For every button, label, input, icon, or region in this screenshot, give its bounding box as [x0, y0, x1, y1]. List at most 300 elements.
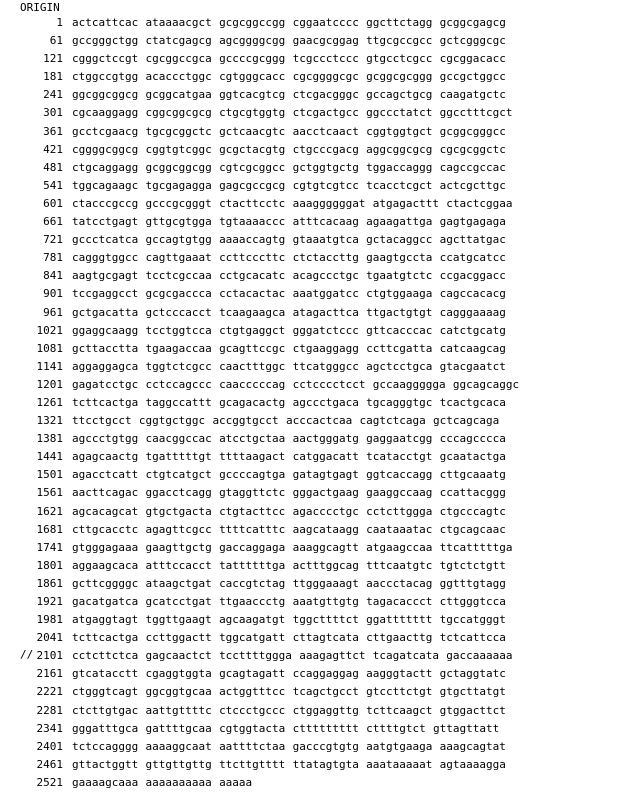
sequence-chunk: gcggcgcggg [366, 70, 433, 84]
sequence-chunk: ttgaaccctg [219, 595, 286, 608]
sequence-chunk: ctgggtcagt [72, 685, 139, 699]
sequence-row [20, 683, 630, 701]
sequence-chunk: ttcatttttga [439, 540, 513, 554]
position-number: 1861 [36, 576, 63, 590]
sequence-chunk: gcggcgggcc [439, 124, 506, 138]
sequence-row [20, 575, 630, 593]
sequence-chunk: gttgttgttg [145, 757, 212, 771]
sequence-chunk: actggtttcc [219, 685, 286, 699]
sequence-chunk: gccctcatca [72, 233, 139, 247]
sequence-row [20, 557, 630, 575]
sequence-chunk: agccctgaca [292, 395, 359, 409]
sequence-row [20, 702, 630, 720]
sequence-chunk: cagccgccac [439, 160, 506, 174]
sequence-chunk: aagggtactt [366, 667, 433, 681]
sequence-chunk: agacctcatt [72, 468, 139, 482]
sequence-chunk: gtaggttctc [219, 486, 286, 500]
sequence-chunk: tgccatgggt [439, 613, 506, 627]
sequence-chunk: gcatcctgat [145, 595, 212, 608]
sequence-chunk: gcagtagatt [219, 667, 286, 681]
position-number: 1561 [36, 486, 63, 500]
sequence-chunk: ttgcgccgcc [366, 34, 433, 48]
sequence-chunk: gcggcatgaa [145, 88, 212, 102]
sequence-chunk: ccttcccttc [219, 251, 286, 265]
sequence-chunk: cctcttctca [72, 649, 139, 663]
position-number: 1621 [36, 504, 63, 518]
sequence-chunk: gccccgcggg [219, 52, 286, 66]
sequence-chunk: gctcccacct [145, 305, 212, 319]
sequence-chunk: tgaatgtctc [366, 269, 433, 283]
sequence-chunk: caccgtctag [219, 576, 286, 590]
sequence-chunk: ccattacggg [439, 486, 506, 500]
sequence-chunk: ccaggaggag [292, 667, 359, 681]
sequence-row [20, 484, 630, 502]
position-number: 841 [43, 269, 63, 283]
sequence-chunk: tggtctcgcc [145, 359, 212, 373]
position-number: 2461 [36, 757, 63, 771]
sequence-chunk: gccgggctgg [72, 34, 139, 48]
sequence-chunk: ctggccgtgg [72, 70, 139, 84]
sequence-chunk: gaagtgccta [366, 251, 433, 265]
sequence-chunk: aattttctaa [219, 739, 286, 753]
sequence-chunk: aacttcagac [72, 486, 139, 500]
sequence-row [20, 756, 630, 774]
position-number: 1681 [36, 522, 63, 536]
sequence-chunk: ctgtgaggct [219, 323, 286, 337]
origin-header: ORIGIN [20, 1, 60, 14]
sequence-chunk: ggcggcggcg [72, 88, 139, 102]
sequence-chunk: gctaggtatc [439, 667, 506, 681]
position-number: 61 [49, 34, 63, 48]
sequence-chunk: cctccagccc [145, 377, 212, 391]
sequence-row [20, 376, 630, 394]
sequence-chunk: ccttggactt [145, 631, 212, 645]
sequence-row [20, 231, 630, 249]
position-number: 2161 [36, 667, 63, 681]
sequence-chunk: cttgaacttg [366, 631, 433, 645]
sequence-chunk: ctctaccttg [292, 251, 359, 265]
sequence-row [20, 267, 630, 285]
sequence-chunk: aaatgttgtg [292, 595, 359, 608]
sequence-chunk: agagcaactg [72, 450, 139, 464]
sequence-chunk: gagatcctgc [72, 377, 139, 391]
position-number: 961 [43, 305, 63, 319]
sequence-chunk: gcctcgaacg [72, 124, 139, 138]
sequence-chunk: ttgactgtgt [366, 305, 433, 319]
sequence-chunk: tcctggtcca [145, 323, 212, 337]
sequence-chunk: tgtctctgtt [439, 558, 506, 572]
position-number: 2281 [36, 703, 63, 717]
sequence-chunk: cgcaaggagg [72, 106, 139, 120]
sequence-chunk: aaataaaaat [366, 757, 433, 771]
sequence-chunk: atcctgctaa [219, 432, 286, 446]
sequence-chunk: cgaggtggta [145, 667, 212, 681]
sequence-row [20, 104, 630, 122]
sequence-chunk: cttttgtct [366, 721, 426, 735]
sequence-chunk: ctgcagcaac [439, 522, 506, 536]
sequence-row [20, 720, 630, 738]
sequence-chunk: gcgctacgtg [219, 142, 286, 156]
sequence-chunk: atgagacttt [372, 196, 439, 210]
sequence-chunk: gaggaatcgg [366, 432, 433, 446]
sequence-chunk: aacctcaact [292, 124, 359, 138]
sequence-chunk: gcccgcgggt [145, 196, 212, 210]
sequence-row [20, 448, 630, 466]
sequence-chunk: catctgcatg [439, 323, 506, 337]
sequence-chunk: gagcgccgcg [219, 178, 286, 192]
sequence-chunk: ggcggtgcaa [145, 685, 212, 699]
sequence-chunk: ctgcgtggtg [219, 106, 286, 120]
sequence-chunk: aaaggggggat [292, 196, 366, 210]
sequence-chunk: ttatagtgta [292, 757, 359, 771]
sequence-chunk: gaccaaaaaa [446, 649, 513, 663]
sequence-chunk: cgcggggcgc [292, 70, 359, 84]
position-number: 301 [43, 106, 63, 120]
sequence-chunk: gttactggtt [72, 757, 139, 771]
sequence-chunk: cgcggacacc [439, 52, 506, 66]
position-number: 2101 [36, 649, 63, 663]
sequence-chunk: ttttaagact [219, 450, 286, 464]
sequence-chunk: gctcgggcgc [439, 34, 506, 48]
sequence-row [20, 14, 630, 32]
sequence-chunk: ttcatgggcc [292, 359, 359, 373]
sequence-row [20, 322, 630, 340]
sequence-chunk: cgcggccgca [145, 52, 212, 66]
sequence-chunk: ggaggcaagg [72, 323, 139, 337]
sequence-chunk: aaagagttct [299, 649, 366, 663]
sequence-chunk: tatcctgagt [72, 215, 139, 229]
sequence-chunk: tattttttga [219, 558, 286, 572]
sequence-chunk: agagttcgcc [145, 522, 212, 536]
position-number: 721 [43, 233, 63, 247]
sequence-chunk: agcaagatgt [219, 613, 286, 627]
sequence-row [20, 593, 630, 611]
sequence-chunk: aattgttttc [145, 703, 212, 717]
sequence-chunk: ctatcgagcg [145, 34, 212, 48]
sequence-chunk: gattttgcaa [145, 721, 212, 735]
sequence-chunk: gccccagtga [219, 468, 286, 482]
sequence-chunk: accggtgcct [212, 414, 279, 428]
sequence-chunk: aactgggatg [292, 432, 359, 446]
position-number: 1141 [36, 359, 63, 373]
sequence-chunk: ataagctgat [145, 576, 212, 590]
sequence-chunk: agcggggcgg [219, 34, 286, 48]
sequence-chunk: aaaggcagtt [292, 540, 359, 554]
sequence-chunk: tcagctgcct [292, 685, 359, 699]
sequence-chunk: tcacctcgct [366, 178, 433, 192]
sequence-chunk: ccgacggacc [439, 269, 506, 283]
sequence-chunk: gctgacatta [72, 305, 139, 319]
sequence-chunk: gatagtgagt [292, 468, 359, 482]
sequence-chunk: tggttgaagt [145, 613, 212, 627]
sequence-chunk: ctgcaggagg [72, 160, 139, 174]
sequence-chunk: atttccacct [145, 558, 212, 572]
position-number: 1501 [36, 468, 63, 482]
sequence-chunk: actcattcac [72, 16, 139, 29]
sequence-chunk: tgcagggtgc [366, 395, 433, 409]
sequence-chunk: ttcttgtttt [219, 757, 286, 771]
sequence-chunk: aaaaggcaat [145, 739, 212, 753]
sequence-chunk: gttagttatt [433, 721, 500, 735]
position-number: 781 [43, 251, 63, 265]
sequence-chunk: cggtgctggc [138, 414, 206, 428]
sequence-chunk: cgtcgcggcc [219, 160, 286, 174]
sequence-chunk: catggacatt [292, 450, 359, 464]
sequence-chunk: ctacccgccg [72, 196, 139, 210]
position-number: 901 [43, 287, 63, 301]
sequence-chunk: cagttgaaat [145, 251, 212, 265]
sequence-chunk: ttcctgcct [72, 414, 132, 428]
sequence-row [20, 466, 630, 484]
sequence-chunk: gcagacactg [219, 395, 286, 409]
sequence-chunk: tttcaatgtc [366, 558, 433, 572]
position-number: 1261 [36, 395, 63, 409]
sequence-chunk: atgaggtagt [72, 613, 139, 627]
sequence-chunk: tggaccaggg [366, 160, 433, 174]
sequence-chunk: tcatacctgt [366, 450, 433, 464]
position-number: 1021 [36, 323, 63, 337]
sequence-chunk: cctcccctcct [292, 377, 366, 391]
sequence-chunk: gaaggccaag [366, 486, 433, 500]
sequence-chunk: gggatttgca [72, 721, 139, 735]
sequence-chunk: caataaatac [366, 522, 433, 536]
sequence-chunk: agcttatgac [439, 233, 506, 247]
sequence-chunk: cgggctccgt [72, 52, 139, 66]
sequence-chunk: agtaaaagga [439, 757, 506, 771]
sequence-row [20, 86, 630, 104]
sequence-chunk: cttgggtcca [439, 595, 506, 608]
sequence-chunk: ctcgacgggc [292, 88, 359, 102]
position-number: 1 [56, 16, 63, 29]
sequence-chunk: tcagatcata [372, 649, 439, 663]
sequence-chunk: tggcagaagc [72, 178, 139, 192]
sequence-chunk: gtgcttatgt [439, 685, 506, 699]
sequence-row [20, 430, 630, 448]
sequence-chunk: cttgcaaatg [439, 468, 506, 482]
sequence-chunk: cagccacacg [439, 287, 506, 301]
sequence-chunk: ctcttgtgac [72, 703, 139, 717]
sequence-chunk: gtgggagaaa [72, 540, 139, 554]
sequence-chunk: atagacttca [292, 305, 359, 319]
sequence-chunk: ggtcacgtcg [219, 88, 286, 102]
sequence-chunk: acccactcaa [285, 414, 353, 428]
sequence-chunk: tgcgagagga [145, 178, 212, 192]
position-number: 1741 [36, 540, 63, 554]
sequence-row [20, 647, 630, 665]
sequence-chunk: cctgcacatc [219, 269, 286, 283]
sequence-chunk: cttttttttt [292, 721, 359, 735]
sequence-chunk: gcggcgagcg [439, 16, 506, 29]
sequence-row [20, 285, 630, 303]
sequence-row [20, 503, 630, 521]
sequence-chunk: cccagcccca [439, 432, 506, 446]
sequence-row [20, 159, 630, 177]
position-number: 1201 [36, 377, 63, 391]
sequence-chunk: tctcattcca [439, 631, 506, 645]
sequence-chunk: ccttcgatta [366, 341, 433, 355]
sequence-chunk: gctcagcaga [433, 414, 500, 428]
sequence-row [20, 358, 630, 376]
sequence-chunk: ggattttttt [366, 613, 433, 627]
sequence-chunk: cgtggtacta [219, 721, 286, 735]
sequence-chunk: cctacactac [219, 287, 286, 301]
sequence-chunk: tgcgcggctc [145, 124, 212, 138]
sequence-chunk: ctgcccagtc [439, 504, 506, 518]
sequence-chunk: caacggccac [145, 432, 212, 446]
sequence-chunk: gtaaatgtca [292, 233, 359, 247]
sequence-chunk: gctacaggcc [366, 233, 433, 247]
sequence-chunk: gggactgaag [292, 486, 359, 500]
sequence-chunk: ggtttgtagg [439, 576, 506, 590]
position-number: 1381 [36, 432, 63, 446]
sequence-chunk: agcacagcat [72, 504, 139, 518]
sequence-chunk: tcttcactga [72, 631, 139, 645]
sequence-row [20, 629, 630, 647]
sequence-chunk: gcagttccgc [219, 341, 286, 355]
position-number: 481 [43, 160, 63, 174]
sequence-chunk: cgcgcggctc [439, 142, 506, 156]
sequence-chunk: ccatgcatcc [439, 251, 506, 265]
sequence-row [20, 195, 630, 213]
position-number: 361 [43, 124, 63, 138]
sequence-chunk: gagtgagaga [439, 215, 506, 229]
sequence-chunk: ggacctcagg [145, 486, 212, 500]
sequence-row [20, 340, 630, 358]
position-number: 661 [43, 215, 63, 229]
sequence-lines [20, 14, 630, 792]
sequence-row [20, 32, 630, 50]
sequence-chunk: cggggcggcg [72, 142, 139, 156]
sequence-chunk: gccaaggggga [372, 377, 446, 391]
sequence-chunk: ctggaggttg [292, 703, 359, 717]
sequence-chunk: agaagattga [366, 215, 433, 229]
sequence-row [20, 412, 630, 430]
position-number: 241 [43, 88, 63, 102]
sequence-chunk: acagccctgc [292, 269, 359, 283]
sequence-chunk: tgtaaaaccc [219, 215, 286, 229]
sequence-chunk: cggcggcgcg [145, 106, 212, 120]
sequence-chunk: aaaaa [219, 775, 253, 789]
end-marker: // [20, 648, 34, 661]
sequence-row [20, 249, 630, 267]
sequence-chunk: ctccctgccc [219, 703, 286, 717]
sequence-chunk: aaagcagtat [439, 739, 506, 753]
sequence-chunk: aaccctacag [366, 576, 433, 590]
position-number: 1981 [36, 613, 63, 627]
sequence-chunk: ctgcccgacg [292, 142, 359, 156]
sequence-chunk: gtgcctcgcc [366, 52, 433, 66]
position-number: 1321 [36, 414, 63, 428]
sequence-chunk: gccgctggcc [439, 70, 506, 84]
sequence-row [20, 304, 630, 322]
position-number: 2221 [36, 685, 63, 699]
sequence-chunk: aaaaccagtg [219, 233, 286, 247]
sequence-chunk: ctgtacttcc [219, 504, 286, 518]
sequence-chunk: tcactgcaca [439, 395, 506, 409]
sequence-chunk: gtggacttct [439, 703, 506, 717]
sequence-chunk: actttggcag [292, 558, 359, 572]
sequence-chunk: ctgaaggagg [292, 341, 359, 355]
sequence-chunk: tcttcaagct [366, 703, 433, 717]
sequence-chunk: ataaaacgct [145, 16, 212, 29]
sequence-chunk: gagcaactct [145, 649, 212, 663]
sequence-chunk: ggccctatct [366, 106, 433, 120]
sequence-chunk: agacccctgc [292, 504, 359, 518]
sequence-chunk: ctcgactgcc [292, 106, 359, 120]
position-number: 421 [43, 142, 63, 156]
sequence-chunk: ttgggaaagt [292, 576, 359, 590]
sequence-row [20, 539, 630, 557]
sequence-chunk: gtgctgacta [145, 504, 212, 518]
sequence-chunk: gaaaagcaaa [72, 775, 139, 789]
sequence-chunk: atgaagccaa [366, 540, 433, 554]
sequence-chunk: gctggtgctg [292, 160, 359, 174]
sequence-chunk: taggccattt [145, 395, 212, 409]
sequence-chunk: caacccccag [219, 377, 286, 391]
sequence-chunk: ctacttcctc [219, 196, 286, 210]
sequence-chunk: cttagtcata [292, 631, 359, 645]
sequence-chunk: agctcctgca [366, 359, 433, 373]
sequence-chunk: cagggaaaag [439, 305, 506, 319]
sequence-row [20, 141, 630, 159]
position-number: 541 [43, 178, 63, 192]
sequence-chunk: tggcttttct [292, 613, 359, 627]
position-number: 1801 [36, 558, 63, 572]
sequence-chunk: ttttcatttc [219, 522, 286, 536]
sequence-chunk: tgaagaccaa [145, 341, 212, 355]
position-number: 2041 [36, 631, 63, 645]
sequence-chunk: cgtgtcgtcc [292, 178, 359, 192]
sequence-chunk: actcgcttgc [439, 178, 506, 192]
sequence-chunk: gccagtgtgg [145, 233, 212, 247]
sequence-chunk: ggcagcaggc [452, 377, 520, 391]
position-number: 2401 [36, 739, 63, 753]
sequence-chunk: tcttcactga [72, 395, 139, 409]
sequence-row [20, 68, 630, 86]
sequence-chunk: ggcttctagg [366, 16, 433, 29]
sequence-chunk: aaaaaaaaaa [145, 775, 212, 789]
sequence-chunk: cggaatcccc [292, 16, 359, 29]
sequence-chunk: gcttcggggc [72, 576, 139, 590]
sequence-chunk: caactttggc [219, 359, 286, 373]
sequence-row [20, 213, 630, 231]
sequence-chunk: gtcatacctt [72, 667, 139, 681]
sequence-row [20, 50, 630, 68]
position-number: 181 [43, 70, 63, 84]
sequence-chunk: caagatgctc [439, 88, 506, 102]
sequence-chunk: ggtcaccagg [366, 468, 433, 482]
sequence-chunk: cttgcacctc [72, 522, 139, 536]
sequence-row [20, 611, 630, 629]
sequence-chunk: gacatgatca [72, 595, 139, 608]
sequence-row [20, 394, 630, 412]
sequence-chunk: gcaatactga [439, 450, 506, 464]
sequence-chunk: aggaggagca [72, 359, 139, 373]
sequence-row [20, 774, 630, 792]
position-number: 601 [43, 196, 63, 210]
sequence-chunk: aatgtgaaga [366, 739, 433, 753]
sequence-chunk: cctcttggga [366, 504, 433, 518]
sequence-chunk: cagggtggcc [72, 251, 139, 265]
sequence-chunk: tctccagggg [72, 739, 139, 753]
sequence-chunk: gcgcggccgg [219, 16, 286, 29]
sequence-chunk: gggatctccc [292, 323, 359, 337]
sequence-chunk: tcgccctccc [292, 52, 359, 66]
sequence-chunk: tccttttggga [219, 649, 292, 663]
sequence-chunk: gccagctgcg [366, 88, 433, 102]
sequence-chunk: aagtgcgagt [72, 269, 139, 283]
sequence-chunk: cggtgtcggc [145, 142, 212, 156]
